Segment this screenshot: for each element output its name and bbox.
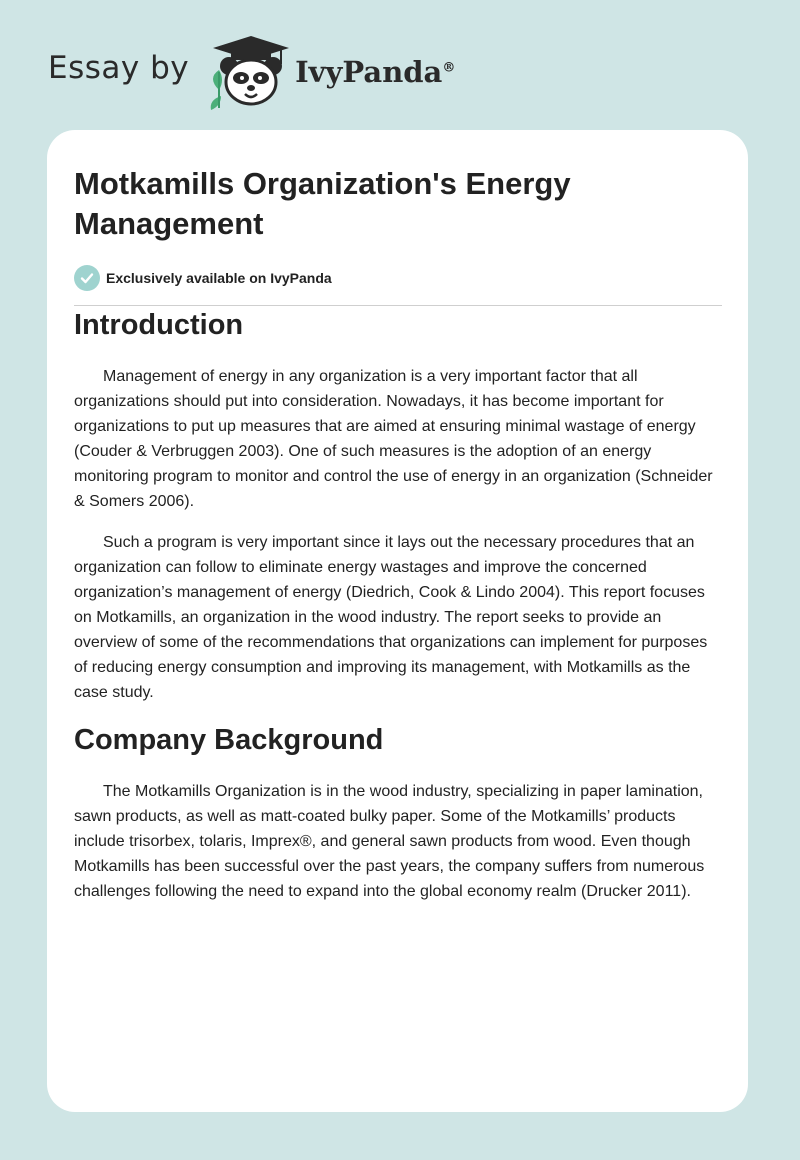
exclusive-badge-label: Exclusively available on IvyPanda [106,270,332,286]
brand-name[interactable]: IvyPanda® [295,55,456,89]
section-heading-introduction: Introduction [74,309,244,341]
paragraph: Such a program is very important since it lays out the necessary procedures that an organization can follow to eliminate energy wastages and improve the concerned organization’s management of energy (Diedrich, Cook & Lindo 2004). This report focuses on Motkamills, an organization in the wood industry. The report seeks to provide an overview of some of the recommendations that organizations can implement for purposes of reducing energy consumption and improving its management, with Motkamills as the case study. [74,534,708,701]
paragraph: The Motkamills Organization is in the wood industry, specializing in paper lamination, sawn products, as well as matt-coated bulky paper. Some of the Motkamills’ products include trisorbex, tolaris, Imprex®, and general sawn products from wood. Even though Motkamills has been successful over the past years, the company suffers from numerous challenges following the need to expand into the global economy realm (Drucker 2011). [74,783,705,900]
registered-mark: ® [442,60,456,76]
panda-logo-icon[interactable] [203,30,299,110]
site-header [48,30,455,110]
essay-title: Motkamills Organization's Energy Management [74,166,571,241]
section-heading-company-background: Company Background [74,724,384,756]
check-icon [74,265,100,291]
essay-card [47,130,748,1112]
paragraph: Management of energy in any organization is a very important factor that all organizations should put into consideration. Nowadays, it has become important for organizations to put up measures that are aimed at ensuring minimal wastage of energy (Couder & Verbruggen 2003). One of such measures is the adoption of an energy monitoring program to monitor and control the use of energy in an organization (Schneider & Somers 2006). [74,368,713,510]
essay-by-label: Essay by [48,50,190,86]
exclusive-badge [74,265,722,291]
